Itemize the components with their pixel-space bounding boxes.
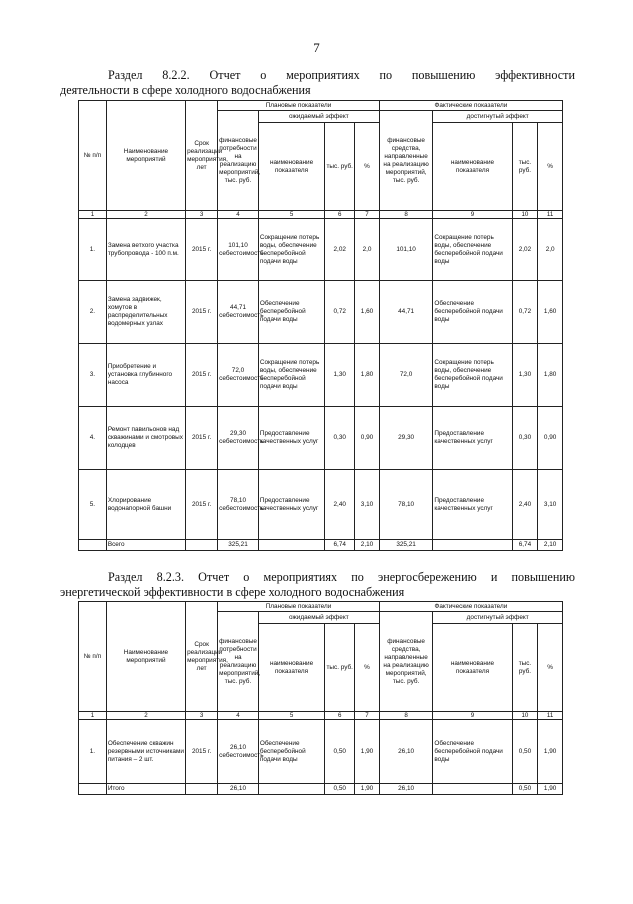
total-label: Итого [106,784,185,795]
finance-planned: 101,10 себестоимость [218,219,259,281]
row-number: 1. [79,720,107,784]
column-number: 6 [325,712,355,720]
column-number: 9 [433,712,512,720]
header-planned: Плановые показатели [218,602,380,612]
table-row [79,281,563,344]
achieved-rub: 1,30 [512,344,538,407]
effect-rub: 1,30 [325,344,355,407]
column-number: 7 [355,712,380,720]
header-actual: Фактические показатели [379,101,562,111]
header-thousand-rub: тыс. руб. [512,123,538,211]
header-num: № п/п [79,101,107,211]
effect-percent: 1,80 [355,344,380,407]
row-number: 3. [79,344,107,407]
total-achieved-percent: 1,90 [538,784,563,795]
header-expected-effect: ожидаемый эффект [258,612,379,624]
term: 2015 г. [186,219,218,281]
total-rub: 0,50 [325,784,355,795]
total-finance-planned: 26,10 [218,784,259,795]
term: 2015 г. [186,281,218,344]
column-number: 5 [258,712,324,720]
section-title-line-1: Раздел 8.2.3. Отчет о мероприятиях по энергосбережению и повышению [108,570,575,584]
header-indicator-name: наименование показателя [258,123,324,211]
column-number: 11 [538,712,563,720]
column-number: 3 [186,712,218,720]
column-number: 5 [258,211,324,219]
total-rub: 6,74 [325,540,355,551]
achieved-effect: Предоставление качественных услуг [433,470,512,540]
expected-effect: Сокращение потерь воды, обеспечение бесперебойной подачи воды [258,344,324,407]
term: 2015 г. [186,344,218,407]
column-number: 1 [79,211,107,219]
row-number: 4. [79,407,107,470]
finance-actual: 44,71 [379,281,433,344]
total-percent: 1,90 [355,784,380,795]
header-percent: % [538,123,563,211]
column-number: 4 [218,712,259,720]
column-number: 1 [79,712,107,720]
header-percent: % [355,123,380,211]
row-number: 1. [79,219,107,281]
measure-name: Обеспечение скважин резервными источниками питания – 2 шт. [106,720,185,784]
total-row [79,540,563,551]
finance-actual: 78,10 [379,470,433,540]
achieved-rub: 0,50 [512,720,538,784]
header-name: Наименование мероприятий [106,602,185,712]
total-achieved-percent: 2,10 [538,540,563,551]
header-achieved-effect: достигнутый эффект [433,612,563,624]
measure-name: Приобретение и установка глубинного насоса [106,344,185,407]
section-title-line-1: Раздел 8.2.2. Отчет о мероприятиях по повышению эффективности [108,68,575,82]
page-number: 7 [313,40,320,55]
term: 2015 г. [186,720,218,784]
effect-rub: 0,72 [325,281,355,344]
table-row [79,219,563,281]
table-row [79,344,563,407]
column-number: 11 [538,211,563,219]
effect-percent: 1,60 [355,281,380,344]
total-finance-actual: 26,10 [379,784,433,795]
achieved-percent: 1,80 [538,344,563,407]
effect-rub: 2,02 [325,219,355,281]
column-number: 7 [355,211,380,219]
achieved-percent: 0,90 [538,407,563,470]
achieved-effect: Предоставление качественных услуг [433,407,512,470]
achieved-rub: 2,02 [512,219,538,281]
total-label: Всего [106,540,185,551]
measure-name: Замена задвижек, хомутов в распределительных водомерных узлах [106,281,185,344]
row-number: 2. [79,281,107,344]
column-number: 3 [186,211,218,219]
column-number: 2 [106,211,185,219]
achieved-percent: 3,10 [538,470,563,540]
measure-name: Ремонт павильонов над скважинами и смотровых колодцев [106,407,185,470]
header-thousand-rub: тыс. руб. [325,123,355,211]
total-finance-actual: 325,21 [379,540,433,551]
column-number: 10 [512,211,538,219]
measure-name: Замена ветхого участка трубопровода - 100 п.м. [106,219,185,281]
achieved-rub: 0,72 [512,281,538,344]
effect-percent: 1,90 [355,720,380,784]
column-number: 2 [106,712,185,720]
term: 2015 г. [186,470,218,540]
header-name: Наименование мероприятий [106,101,185,211]
achieved-effect: Обеспечение бесперебойной подачи воды [433,720,512,784]
measure-name: Хлорирование водонапорной башни [106,470,185,540]
header-thousand-rub: тыс. руб. [512,624,538,712]
finance-planned: 78,10 себестоимость [218,470,259,540]
total-finance-planned: 325,21 [218,540,259,551]
finance-planned: 72,0 себестоимость [218,344,259,407]
header-term: Срок реализации мероприятия, лет [186,101,218,211]
effect-rub: 0,30 [325,407,355,470]
header-percent: % [538,624,563,712]
header-finance-actual: финансовые средства, направленные на реализацию мероприятий, тыс. руб. [379,111,433,211]
column-number: 8 [379,712,433,720]
effect-percent: 0,90 [355,407,380,470]
header-achieved-effect: достигнутый эффект [433,111,563,123]
achieved-rub: 2,40 [512,470,538,540]
finance-planned: 26,10 себестоимость [218,720,259,784]
expected-effect: Обеспечение бесперебойной подачи воды [258,720,324,784]
header-num: № п/п [79,602,107,712]
header-indicator-name: наименование показателя [433,624,512,712]
row-number: 5. [79,470,107,540]
header-finance-planned: финансовые потребности на реализацию мероприятий, тыс. руб. [218,111,259,211]
section-title-line-2: энергетической эффективности в сфере холодного водоснабжения [60,585,405,599]
column-number: 9 [433,211,512,219]
section-heading [60,68,575,98]
header-percent: % [355,624,380,712]
total-achieved-rub: 6,74 [512,540,538,551]
column-number: 10 [512,712,538,720]
column-number: 4 [218,211,259,219]
table-row [79,470,563,540]
achieved-percent: 2,0 [538,219,563,281]
column-number: 6 [325,211,355,219]
effect-percent: 3,10 [355,470,380,540]
header-actual: Фактические показатели [379,602,562,612]
term: 2015 г. [186,407,218,470]
effect-percent: 2,0 [355,219,380,281]
column-number: 8 [379,211,433,219]
finance-planned: 44,71 себестоимость [218,281,259,344]
achieved-effect: Сокращение потерь воды, обеспечение бесперебойной подачи воды [433,219,512,281]
expected-effect: Сокращение потерь воды, обеспечение бесперебойной подачи воды [258,219,324,281]
expected-effect: Обеспечение бесперебойной подачи воды [258,281,324,344]
expected-effect: Предоставление качественных услуг [258,470,324,540]
achieved-rub: 0,30 [512,407,538,470]
section-title-line-2: деятельности в сфере холодного водоснабжения [60,83,311,97]
header-indicator-name: наименование показателя [433,123,512,211]
effect-rub: 2,40 [325,470,355,540]
header-indicator-name: наименование показателя [258,624,324,712]
header-thousand-rub: тыс. руб. [325,624,355,712]
header-finance-actual: финансовые средства, направленные на реализацию мероприятий, тыс. руб. [379,612,433,712]
finance-actual: 29,30 [379,407,433,470]
achieved-percent: 1,60 [538,281,563,344]
finance-actual: 72,0 [379,344,433,407]
finance-actual: 101,10 [379,219,433,281]
header-planned: Плановые показатели [218,101,380,111]
achieved-effect: Сокращение потерь воды, обеспечение бесперебойной подачи воды [433,344,512,407]
header-finance-planned: финансовые потребности на реализацию мероприятий, тыс. руб. [218,612,259,712]
finance-planned: 29,30 себестоимость [218,407,259,470]
effect-rub: 0,50 [325,720,355,784]
expected-effect: Предоставление качественных услуг [258,407,324,470]
table-row [79,407,563,470]
efficiency-report-table [78,100,563,551]
section-heading [60,570,575,600]
total-percent: 2,10 [355,540,380,551]
energy-saving-report-table [78,601,563,795]
header-expected-effect: ожидаемый эффект [258,111,379,123]
header-term: Срок реализации мероприятия, лет [186,602,218,712]
total-achieved-rub: 0,50 [512,784,538,795]
achieved-effect: Обеспечение бесперебойной подачи воды [433,281,512,344]
total-row [79,784,563,795]
table-row [79,720,563,784]
finance-actual: 26,10 [379,720,433,784]
achieved-percent: 1,90 [538,720,563,784]
